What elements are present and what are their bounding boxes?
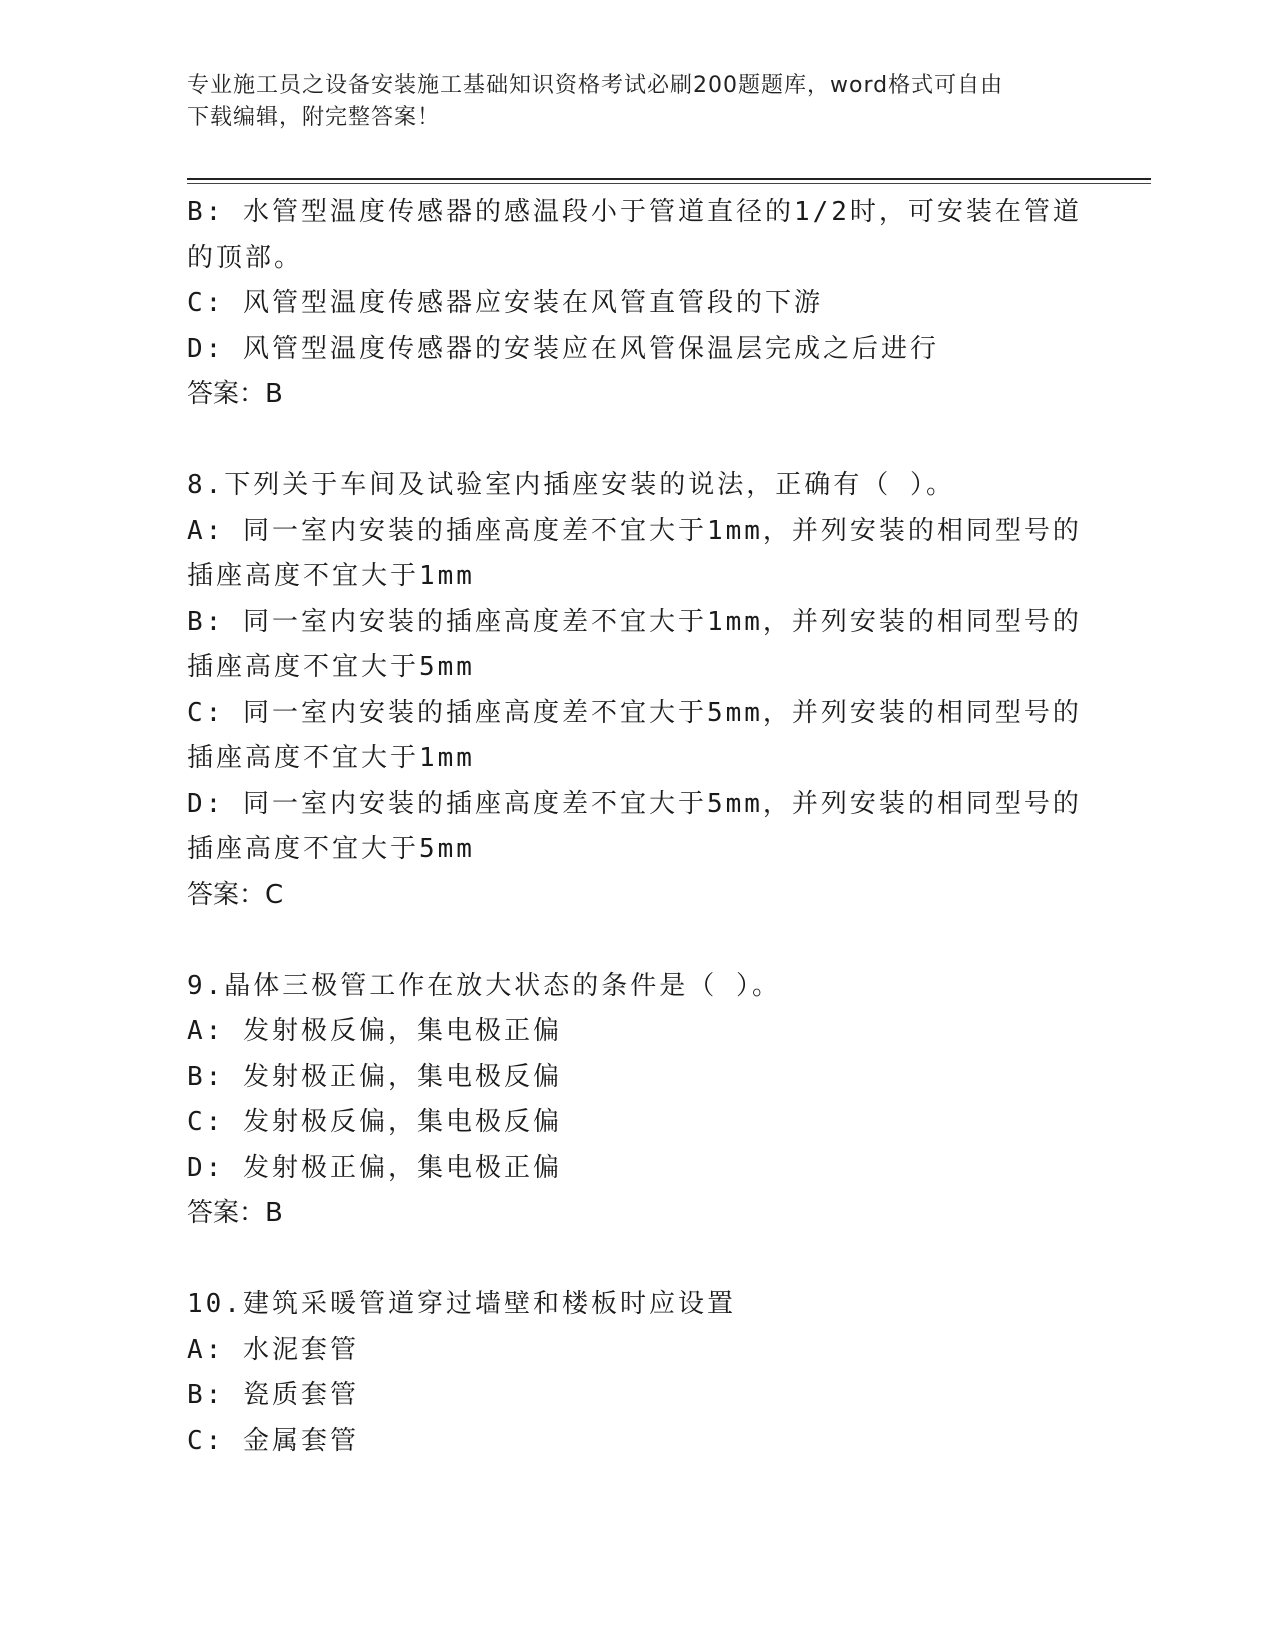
question-7-continued (187, 190, 1107, 418)
header-line-2: 下载编辑，附完整答案！ (187, 105, 441, 130)
q10-question: 10.建筑采暖管道穿过墙壁和楼板时应设置 (187, 1289, 736, 1319)
q8-question: 8.下列关于车间及试验室内插座安装的说法，正确有（ ）。 (187, 470, 955, 500)
spacer (187, 418, 1107, 464)
spacer (187, 918, 1107, 964)
document-body (187, 190, 1107, 1464)
q8-option-c-line-2: 插座高度不宜大于1mm (187, 743, 475, 773)
header-line-1: 专业施工员之设备安装施工基础知识资格考试必刷200题题库，word格式可自由 (187, 73, 1004, 98)
q8-option-d-line-2: 插座高度不宜大于5mm (187, 834, 475, 864)
q10-option-a: A: 水泥套管 (187, 1334, 359, 1365)
q8-option-b-line-1: B: 同一室内安装的插座高度差不宜大于1mm，并列安装的相同型号的 (187, 606, 1082, 637)
q8-option-a-line-1: A: 同一室内安装的插座高度差不宜大于1mm，并列安装的相同型号的 (187, 515, 1082, 546)
q8-option-a-line-2: 插座高度不宜大于1mm (187, 561, 475, 591)
question-10 (187, 1282, 1107, 1464)
q7-option-b-line-1: B: 水管型温度传感器的感温段小于管道直径的1/2时，可安装在管道 (187, 197, 1082, 227)
question-9 (187, 964, 1107, 1237)
q7-answer: 答案：B (187, 379, 283, 409)
q9-option-c: C: 发射极反偏，集电极反偏 (187, 1107, 562, 1137)
q9-option-d: D: 发射极正偏，集电极正偏 (187, 1152, 562, 1183)
q8-option-b-line-2: 插座高度不宜大于5mm (187, 652, 475, 682)
q9-answer: 答案：B (187, 1198, 283, 1228)
q10-option-c: C: 金属套管 (187, 1425, 359, 1456)
q9-option-a: A: 发射极反偏，集电极正偏 (187, 1016, 562, 1046)
q8-option-c-line-1: C: 同一室内安装的插座高度差不宜大于5mm，并列安装的相同型号的 (187, 697, 1082, 728)
q9-question: 9.晶体三极管工作在放大状态的条件是（ ）。 (187, 970, 781, 1001)
q9-option-b: B: 发射极正偏，集电极反偏 (187, 1061, 562, 1092)
q7-option-d: D: 风管型温度传感器的安装应在风管保温层完成之后进行 (187, 333, 939, 364)
q7-option-c: C: 风管型温度传感器应安装在风管直管段的下游 (187, 288, 823, 318)
question-8 (187, 463, 1107, 918)
q7-option-b-line-2: 的顶部。 (187, 242, 304, 273)
spacer (187, 1237, 1107, 1283)
header-divider-thick (187, 178, 1151, 180)
header-divider-thin (187, 183, 1151, 184)
q8-answer: 答案：C (187, 879, 284, 910)
q10-option-b: B: 瓷质套管 (187, 1380, 359, 1410)
document-header (187, 70, 1067, 134)
q8-option-d-line-1: D: 同一室内安装的插座高度差不宜大于5mm，并列安装的相同型号的 (187, 788, 1082, 819)
